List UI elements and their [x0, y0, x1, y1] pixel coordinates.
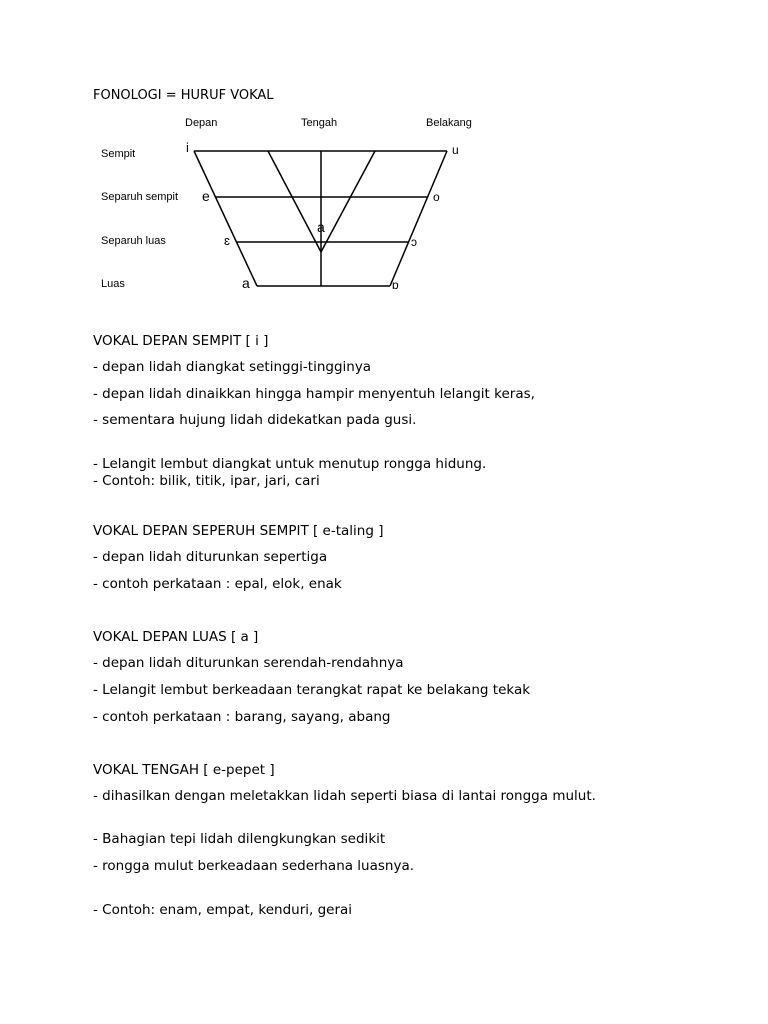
section-line: - depan lidah diturunkan serendah-rendahnya	[93, 655, 404, 671]
section-line: - contoh perkataan : barang, sayang, abang	[93, 709, 391, 725]
section-heading: VOKAL DEPAN LUAS [ a ]	[93, 629, 259, 645]
page-title: FONOLOGI = HURUF VOKAL	[93, 88, 274, 103]
row-label-open-mid: Separuh luas	[101, 235, 166, 247]
section-line: - Contoh: enam, empat, kenduri, gerai	[93, 902, 353, 918]
vowel-front-open-mid: ɛ	[224, 233, 230, 248]
central-triangle-right	[321, 151, 375, 252]
section-line: - dihasilkan dengan meletakkan lidah seperti biasa di lantai rongga mulut.	[93, 788, 596, 804]
section-line: - depan lidah diturunkan sepertiga	[93, 549, 328, 565]
vowel-front-open: a	[242, 275, 250, 291]
section-line: - contoh perkataan : epal, elok, enak	[93, 576, 342, 592]
row-label-close-mid: Separuh sempit	[101, 191, 179, 203]
vowel-back-open-mid: ɔ	[411, 235, 417, 249]
section-line: - rongga mulut berkeadaan sederhana luasnya.	[93, 858, 415, 874]
row-label-open: Luas	[101, 278, 125, 290]
vowel-trapezium-diagram	[90, 110, 510, 300]
section-line: - depan lidah diangkat setinggi-tingginya	[93, 359, 372, 375]
section-line: - sementara hujung lidah didekatkan pada gusi.	[93, 412, 417, 428]
vowel-back-close-mid: o	[433, 190, 440, 204]
section-line: - Lelangit lembut berkeadaan terangkat rapat ke belakang tekak	[93, 682, 531, 698]
column-label-central: Tengah	[301, 117, 338, 129]
section-heading: VOKAL TENGAH [ e-pepet ]	[93, 762, 275, 778]
section-heading: VOKAL DEPAN SEPERUH SEMPIT [ e-taling ]	[93, 523, 384, 539]
column-label-front: Depan	[185, 117, 218, 129]
section-line: - Bahagian tepi lidah dilengkungkan sedikit	[93, 831, 386, 847]
section-heading: VOKAL DEPAN SEMPIT [ i ]	[93, 333, 269, 349]
vowel-front-close: i	[186, 140, 189, 155]
trapezium-right-edge	[390, 151, 447, 286]
column-label-back: Belakang	[426, 117, 472, 129]
trapezium-left-edge	[194, 151, 257, 286]
vowel-back-open: ɒ	[392, 278, 399, 292]
central-triangle-left	[268, 151, 321, 252]
section-line: - depan lidah dinaikkan hingga hampir menyentuh lelangit keras,	[93, 386, 535, 402]
section-line: - Contoh: bilik, titik, ipar, jari, cari	[93, 473, 320, 489]
section-line: - Lelangit lembut diangkat untuk menutup rongga hidung.	[93, 456, 487, 472]
vowel-front-close-mid: e	[202, 188, 210, 204]
vowel-central: a	[317, 219, 325, 235]
vowel-back-close: u	[452, 143, 459, 157]
row-label-close: Sempit	[101, 148, 136, 160]
